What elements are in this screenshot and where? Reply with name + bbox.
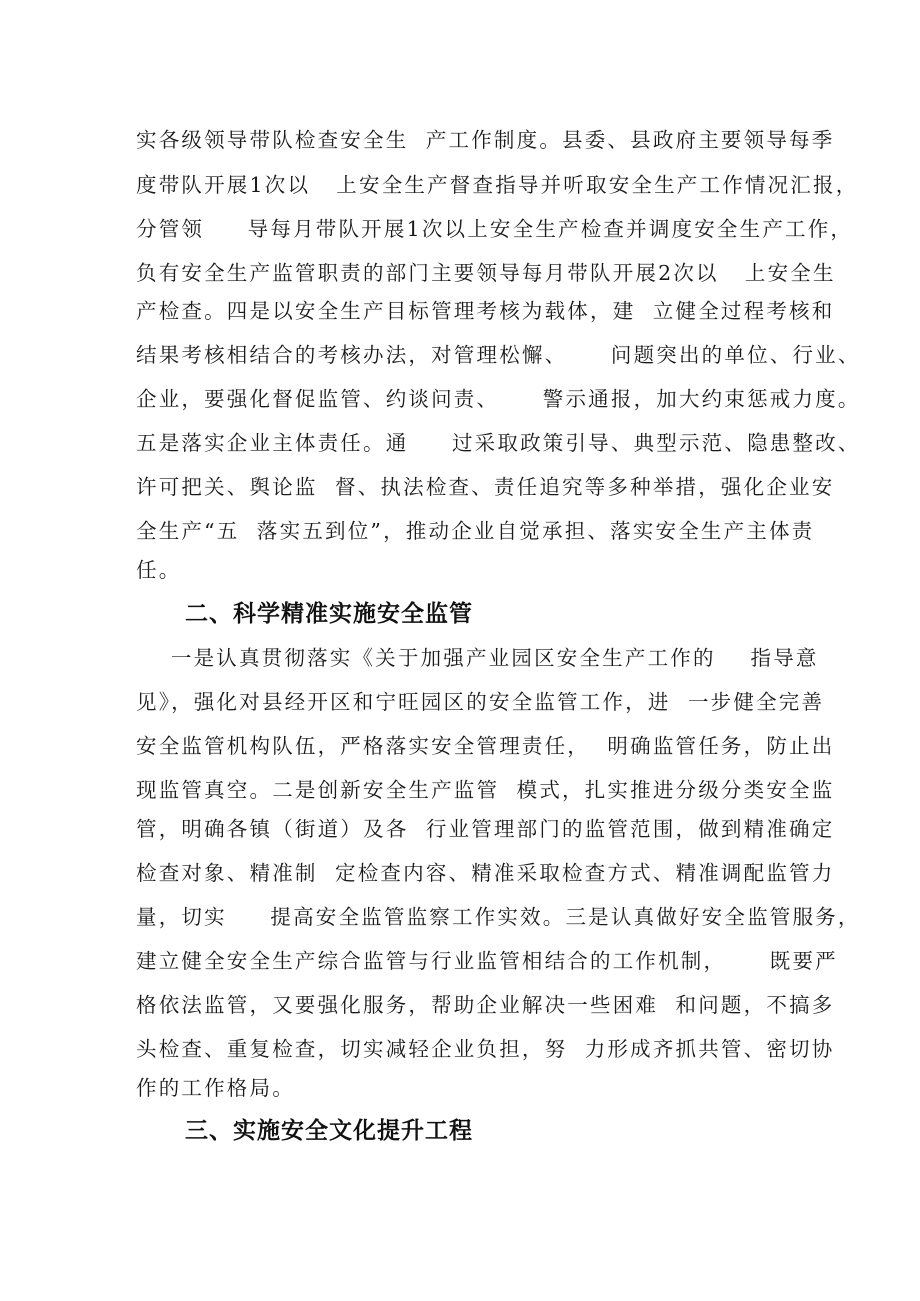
paragraph-line: 头检查、重复检查，切实减轻企业负担，努 力形成齐抓共管、密切协 bbox=[136, 1037, 835, 1061]
paragraph-line: 全生产“五 落实五到位”，推动企业自觉承担、落实安全生产主体责 bbox=[136, 519, 815, 543]
paragraph-line: 许可把关、舆论监 督、执法检查、责任追究等多种举措，强化企业安 bbox=[136, 475, 835, 499]
paragraph-line: 任。 bbox=[136, 558, 182, 582]
paragraph-line: 负有安全生产监管职责的部门主要领导每月带队开展2次以 上安全生 bbox=[136, 261, 836, 285]
paragraph-line: 量，切实 提高安全监管监察工作实效。三是认真做好安全监管服务， bbox=[136, 905, 861, 929]
paragraph-line: 格依法监管，又要强化服务，帮助企业解决一些困难 和问题，不搞多 bbox=[136, 993, 835, 1017]
paragraph-line: 安全监管机构队伍，严格落实安全管理责任， 明确监管任务，防止出 bbox=[136, 734, 835, 758]
paragraph-line: 现监管真空。二是创新安全生产监管 模式，扎实推进分级分类安全监 bbox=[136, 778, 835, 802]
paragraph-line: 分管领 导每月带队开展1次以上安全生产检查并调度安全生产工作， bbox=[136, 217, 854, 241]
paragraph-line: 检查对象、精准制 定检查内容、精准采取检查方式、精准调配监管力 bbox=[136, 861, 835, 885]
paragraph-line: 管，明确各镇（街道）及各 行业管理部门的监管范围，做到精准确定 bbox=[136, 817, 835, 841]
paragraph-line: 五是落实企业主体责任。通 过采取政策引导、典型示范、隐患整改、 bbox=[136, 431, 861, 455]
paragraph-line: 度带队开展1次以 上安全生产督查指导并听取安全生产工作情况汇报， bbox=[136, 173, 859, 197]
paragraph-line: 结果考核相结合的考核办法，对管理松懈、 问题突出的单位、行业、 bbox=[136, 343, 861, 367]
paragraph-line: 企业，要强化督促监管、约谈问责、 警示通报，加大约束惩戒力度。 bbox=[136, 387, 861, 411]
section-heading-2: 二、科学精准实施安全监管 bbox=[185, 601, 473, 627]
paragraph-line: 实各级领导带队检查安全生 产工作制度。县委、县政府主要领导每季 bbox=[136, 128, 835, 152]
paragraph-line: 产检查。四是以安全生产目标管理考核为载体，建 立健全过程考核和 bbox=[136, 299, 835, 323]
section-heading-3: 三、实施安全文化提升工程 bbox=[185, 1118, 473, 1144]
paragraph-line: 作的工作格局。 bbox=[136, 1076, 295, 1100]
paragraph-line: 一是认真贯彻落实《关于加强产业园区安全生产工作的 指导意 bbox=[136, 646, 819, 670]
paragraph-line: 建立健全安全生产综合监管与行业监管相结合的工作机制， 既要严 bbox=[136, 949, 838, 973]
paragraph-line: 见》，强化对县经开区和宁旺园区的安全监管工作，进 一步健全完善 bbox=[136, 690, 825, 714]
